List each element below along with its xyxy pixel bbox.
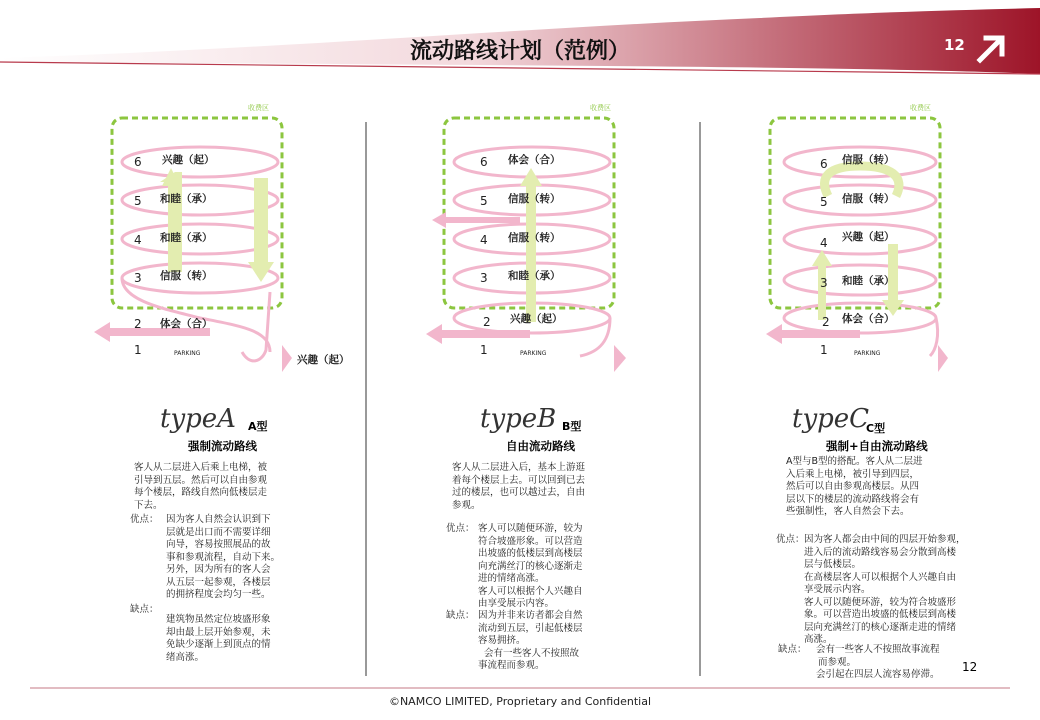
floor-number: 6 — [820, 157, 828, 171]
cons-b: 因为并非来访者都会自然 流动到五层，引起低楼层 容易拥挤。 会有一些客人不按照故 事流程而参观。 — [478, 610, 583, 671]
floor-label: 兴趣（起） — [162, 154, 215, 166]
floor-number: 4 — [480, 233, 488, 247]
header-page-number: 12 — [944, 36, 965, 54]
floor-number: 1 — [134, 343, 142, 357]
floor-label: 信服（转） — [508, 193, 561, 205]
floor-number: 5 — [480, 194, 488, 208]
floor-number: 3 — [134, 271, 142, 285]
floor-number: 3 — [820, 276, 828, 290]
type-label-b: typeB — [480, 404, 557, 434]
cons-a: 建筑物虽然定位坡盛形象 却由最上层开始参观，未 免缺少逐渐上到顶点的情 绪高涨。 — [166, 614, 271, 663]
floor-label: 和睦（承） — [160, 232, 213, 244]
entry-arrow-a — [282, 345, 292, 372]
cashier-label-c: 收费区 — [910, 104, 931, 112]
floor-number: 3 — [480, 271, 488, 285]
pros-title-b: 优点： — [446, 523, 475, 534]
floor-number: 2 — [134, 317, 142, 331]
floor-label: 体会（合） — [842, 313, 895, 325]
floor-label: 和睦（承） — [842, 275, 895, 287]
floor-label: 和睦（承） — [160, 193, 213, 205]
subtitle-b: 自由流动路线 — [506, 439, 575, 453]
floor-number: 6 — [134, 155, 142, 169]
type-label-a: typeA — [160, 404, 236, 434]
page-title: 流动路线计划（范例） — [409, 38, 630, 64]
pros-title-a: 优点： — [130, 514, 159, 525]
cashier-label-b: 收费区 — [590, 104, 611, 112]
parking-label-b: PARKING — [520, 350, 547, 357]
cons-c: 会有一些客人不按照故事流程 而参观。 会引起在四层人流容易停滞。 — [816, 644, 940, 680]
entry-arrow-b — [614, 345, 626, 372]
floor-number: 2 — [483, 315, 491, 329]
type-cn-a: A型 — [248, 420, 268, 433]
floor-label: 和睦（承） — [508, 270, 561, 282]
pros-c: 因为客人都会由中间的四层开始参观， 进入后的流动路线容易会分散到高楼 层与低楼层。 在高楼层客人可以根据个人兴趣自由 享受展示内容。 客人可以随便环游，较为符合坡盛形 象。可以营造出坡盛的低楼层到高楼 层向充满丝汀的核心逐渐走进的情绪 高涨。 — [804, 534, 966, 645]
floor-label: 信服（转） — [842, 193, 895, 205]
exit-arrow-c — [766, 324, 860, 344]
desc-a: 客人从二层进入后乘上电梯，被 引导到五层。然后可以自由参观 每个楼层，路线自然向低楼层走 下去。 — [134, 462, 268, 511]
entry-label-a: 兴趣（起） — [297, 354, 350, 366]
desc-b: 客人从二层进入后，基本上游逛 着每个楼层上去。可以回到已去 过的楼层，也可以越过去，自由 参观。 — [452, 462, 586, 511]
floor-number: 2 — [822, 315, 830, 329]
cons-title-c: 缺点： — [778, 644, 807, 655]
floor-number: 5 — [134, 194, 142, 208]
pros-b: 客人可以随便环游，较为 符合坡盛形象。可以营造 出坡盛的低楼层到高楼层 向充满丝汀的核心逐渐走 进的情绪高涨。 客人可以根据个人兴趣自 由享受展示内容。 — [478, 523, 583, 609]
cons-title-a: 缺点： — [130, 604, 159, 615]
floor-number: 4 — [134, 233, 142, 247]
floor-number: 6 — [480, 155, 488, 169]
floor-label: 信服（转） — [508, 232, 561, 244]
type-cn-b: B型 — [562, 420, 582, 433]
cashier-label-a: 收费区 — [248, 104, 269, 112]
up-arrow-c — [818, 262, 826, 320]
page-number-bottom: 12 — [962, 660, 978, 674]
entry-arrow-c — [938, 345, 948, 372]
parking-label-a: PARKING — [174, 350, 201, 357]
floor-label: 信服（转） — [160, 270, 213, 282]
floor-number: 1 — [820, 343, 828, 357]
desc-c: A型与B型的搭配。客人从二层进 入后乘上电梯，被引导到四层， 然后可以自由参观高楼层。从四 层以下的楼层的流动路线将会有 些强制性，客人自然会下去。 — [786, 456, 923, 517]
floor-label: 体会（合） — [508, 154, 561, 166]
parking-label-c: PARKING — [854, 350, 881, 357]
floor-label: 体会（合） — [160, 318, 213, 330]
cons-title-b: 缺点： — [446, 610, 475, 621]
floor-label: 兴趣（起） — [510, 313, 563, 325]
pros-a: 因为客人自然会认识到下 层就是出口而不需要详细 向导，容易按照展品的故 事和参观流程，自动下来。 另外，因为所有的客人会 从五层一起参观，各楼层 的拥挤程度会均匀一些。 — [166, 514, 281, 600]
floor-number: 4 — [820, 236, 828, 250]
type-cn-c: C型 — [866, 422, 886, 435]
subtitle-a: 强制流动路线 — [188, 439, 257, 453]
type-label-c: typeC — [792, 404, 870, 434]
pros-title-c: 优点： — [776, 534, 805, 545]
floor-number: 1 — [480, 343, 488, 357]
loop-arrow-c — [825, 166, 899, 196]
subtitle-c: 强制+自由流动路线 — [826, 439, 928, 453]
exit-arrow-b2 — [426, 324, 530, 344]
floor-label: 兴趣（起） — [842, 231, 895, 243]
footer-copyright: ©NAMCO LIMITED, Proprietary and Confidential — [388, 695, 652, 708]
floor-label: 信服（转） — [842, 154, 895, 166]
floor-number: 5 — [820, 195, 828, 209]
